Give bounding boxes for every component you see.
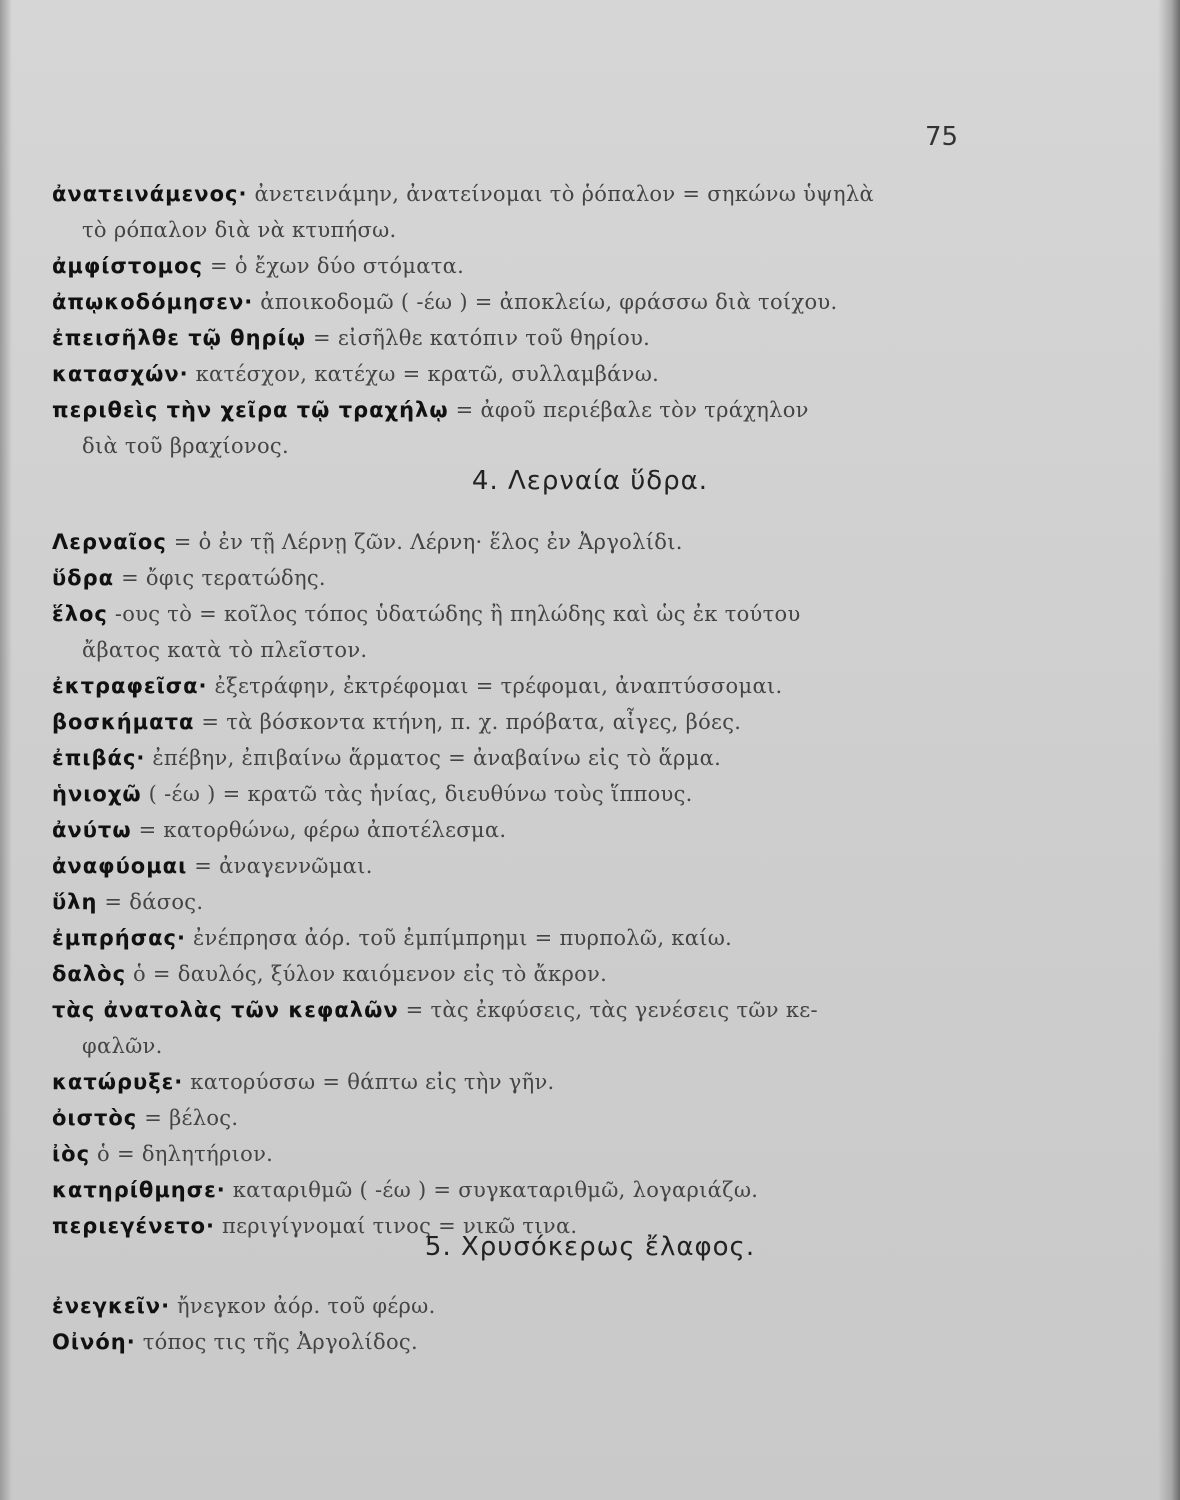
entry-term: ἀναφύομαι	[52, 854, 188, 878]
entry-definition: = εἰσῆλθε κατόπιν τοῦ θηρίου.	[313, 326, 651, 350]
glossary-entry	[52, 848, 987, 884]
entry-definition: ἐξετράφην, ἐκτρέφομαι = τρέφομαι, ἀναπτύσσομαι.	[214, 674, 783, 698]
entry-term: ἐπιβάς·	[52, 746, 146, 770]
entry-continuation: διὰ τοῦ βραχίονος.	[82, 434, 289, 458]
entry-term: ἕλος	[52, 602, 108, 626]
entry-term: δαλὸς	[52, 962, 127, 986]
glossary-entry	[52, 884, 987, 920]
entry-definition: = ὁ ἐν τῇ Λέρνῃ ζῶν. Λέρνη· ἕλος ἐν Ἀργολίδι.	[173, 530, 683, 554]
glossary-section-4	[52, 524, 987, 1244]
entry-term: ἐπεισῆλθε τῷ θηρίῳ	[52, 326, 307, 350]
page-edge-shadow-right	[1158, 0, 1180, 1500]
glossary-section-3	[52, 176, 987, 464]
entry-term: ἐμπρήσας·	[52, 926, 186, 950]
entry-definition: = τὰ βόσκοντα κτήνη, π. χ. πρόβατα, αἶγες, βόες.	[201, 710, 742, 734]
glossary-entry	[52, 560, 987, 596]
glossary-entry	[52, 356, 987, 392]
entry-definition: καταριθμῶ ( -έω ) = συγκαταριθμῶ, λογαριάζω.	[232, 1178, 759, 1202]
section-heading-4: 4. Λερναία ὕδρα.	[471, 466, 709, 496]
entry-term: ἀμφίστομος	[52, 254, 204, 278]
glossary-section-5	[52, 1288, 987, 1360]
glossary-entry	[52, 1172, 987, 1208]
entry-term: ὕλη	[52, 890, 98, 914]
entry-definition: περιγίγνομαί τινος = νικῶ τινα.	[221, 1214, 578, 1238]
glossary-entry	[52, 956, 987, 992]
glossary-entry	[52, 320, 987, 356]
entry-definition: = δάσος.	[104, 890, 204, 914]
entry-definition: = βέλος.	[144, 1106, 239, 1130]
glossary-entry	[52, 668, 987, 704]
glossary-entry	[52, 1288, 987, 1324]
entry-definition: = ἀφοῦ περιέβαλε τὸν τράχηλον	[455, 398, 809, 422]
section-heading-5: 5. Χρυσόκερως ἔλαφος.	[424, 1232, 756, 1262]
glossary-entry	[52, 992, 987, 1064]
entry-definition: = ἀναγεννῶμαι.	[194, 854, 373, 878]
entry-term: Λερναῖος	[52, 530, 167, 554]
glossary-entry	[52, 776, 987, 812]
entry-definition: ἀνετεινάμην, ἀνατείνομαι τὸ ῥόπαλον = σηκώνω ὑψηλὰ	[254, 182, 874, 206]
entry-term: Οἰνόη·	[52, 1330, 136, 1354]
entry-term: ἀπῳκοδόμησεν·	[52, 290, 254, 314]
entry-continuation: τὸ ρόπαλον διὰ νὰ κτυπήσω.	[82, 218, 397, 242]
glossary-entry	[52, 284, 987, 320]
glossary-entry	[52, 1100, 987, 1136]
glossary-entry	[52, 1324, 987, 1360]
entry-term: ὕδρα	[52, 566, 115, 590]
entry-definition: κατορύσσω = θάπτω εἰς τὴν γῆν.	[190, 1070, 555, 1094]
entry-term: βοσκήματα	[52, 710, 195, 734]
entry-definition: ὁ = δηλητήριον.	[97, 1142, 274, 1166]
entry-term: περιθεὶς τὴν χεῖρα τῷ τραχήλῳ	[52, 398, 449, 422]
glossary-entry	[52, 524, 987, 560]
page-edge-shadow-left	[0, 0, 12, 1500]
glossary-entry	[52, 596, 987, 668]
glossary-entry	[52, 176, 987, 248]
entry-term: ἡνιοχῶ	[52, 782, 142, 806]
entry-continuation: φαλῶν.	[82, 1034, 163, 1058]
entry-definition: -ους τὸ = κοῖλος τόπος ὑδατώδης ἢ πηλώδης καὶ ὡς ἐκ τούτου	[114, 602, 801, 626]
entry-term: ὀιστὸς	[52, 1106, 138, 1130]
entry-definition: τόπος τις τῆς Ἀργολίδος.	[142, 1330, 418, 1354]
entry-definition: ἤνεγκον ἀόρ. τοῦ φέρω.	[177, 1294, 436, 1318]
entry-term: ἰὸς	[52, 1142, 91, 1166]
entry-definition: = κατορθώνω, φέρω ἀποτέλεσμα.	[138, 818, 507, 842]
entry-term: ἐκτραφεῖσα·	[52, 674, 208, 698]
entry-definition: = ὄφις τερατώδης.	[121, 566, 326, 590]
entry-definition: ἀποικοδομῶ ( -έω ) = ἀποκλείω, φράσσω διὰ τοίχου.	[260, 290, 838, 314]
entry-term: κατώρυξε·	[52, 1070, 184, 1094]
glossary-entry	[52, 740, 987, 776]
glossary-entry	[52, 1136, 987, 1172]
glossary-entry	[52, 704, 987, 740]
entry-term: κατασχών·	[52, 362, 189, 386]
entry-term: τὰς ἀνατολὰς τῶν κεφαλῶν	[52, 998, 399, 1022]
glossary-entry	[52, 248, 987, 284]
entry-definition: ἐνέπρησα ἀόρ. τοῦ ἐμπίμπρημι = πυρπολῶ, καίω.	[192, 926, 733, 950]
entry-term: ἀνατεινάμενος·	[52, 182, 248, 206]
glossary-entry	[52, 920, 987, 956]
entry-definition: ἐπέβην, ἐπιβαίνω ἅρματος = ἀναβαίνω εἰς τὸ ἅρμα.	[152, 746, 722, 770]
entry-definition: = ὁ ἔχων δύο στόματα.	[210, 254, 465, 278]
entry-definition: κατέσχον, κατέχω = κρατῶ, συλλαμβάνω.	[195, 362, 660, 386]
entry-definition: ( -έω ) = κρατῶ τὰς ἡνίας, διευθύνω τοὺς ἵππους.	[148, 782, 693, 806]
entry-term: κατηρίθμησε·	[52, 1178, 226, 1202]
page-number: 75	[925, 122, 959, 152]
entry-term: ἐνεγκεῖν·	[52, 1294, 171, 1318]
entry-continuation: ἄβατος κατὰ τὸ πλεῖστον.	[82, 638, 368, 662]
glossary-entry	[52, 392, 987, 464]
entry-term: περιεγένετο·	[52, 1214, 215, 1238]
entry-definition: ὁ = δαυλός, ξύλον καιόμενον εἰς τὸ ἄκρον.	[133, 962, 608, 986]
entry-term: ἀνύτω	[52, 818, 132, 842]
glossary-entry	[52, 1064, 987, 1100]
entry-definition: = τὰς ἐκφύσεις, τὰς γενέσεις τῶν κε-	[405, 998, 818, 1022]
glossary-entry	[52, 812, 987, 848]
